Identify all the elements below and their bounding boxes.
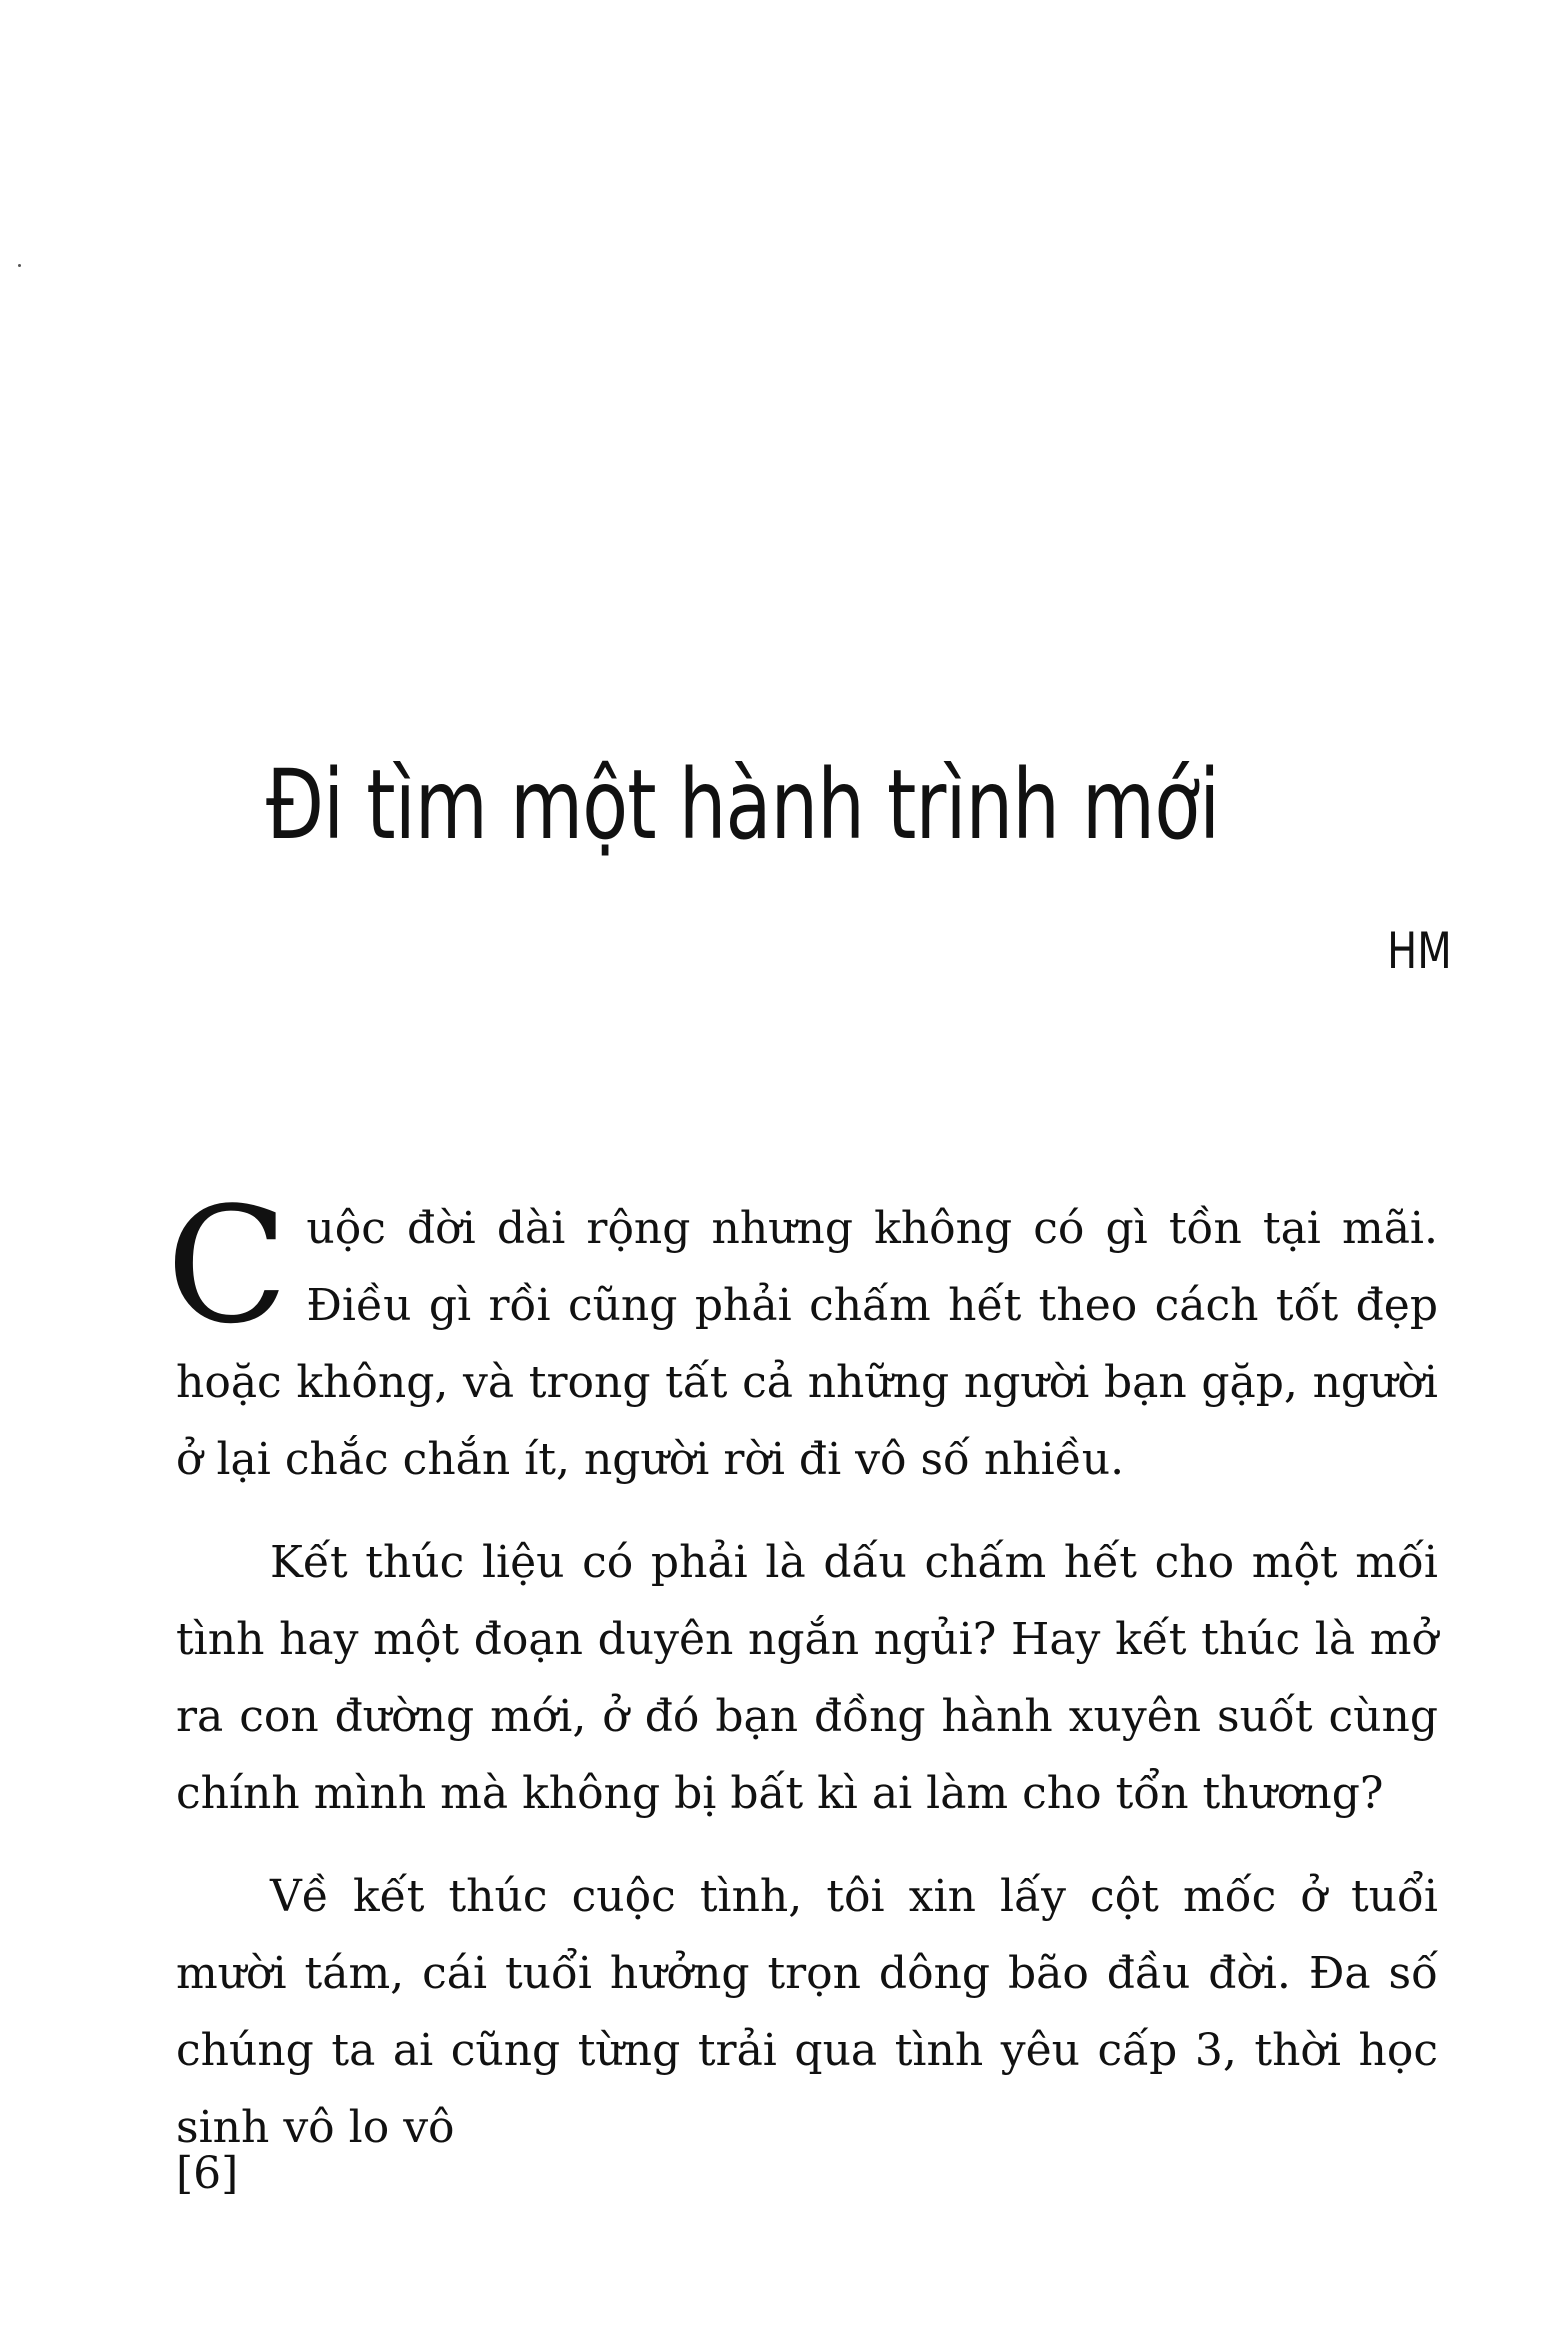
chapter-title: Đi tìm một hành trình mới <box>266 749 1220 862</box>
paragraph-1-text: uộc đời dài rộng nhưng không có gì tồn tại mãi. Điều gì rồi cũng phải chấm hết theo cách tốt đẹp hoặc không, và trong tất cả những người bạn gặp, người ở lại chắc chắn ít, người rời đi vô số nhiều. <box>176 1203 1438 1485</box>
paragraph-2: Kết thúc liệu có phải là dấu chấm hết cho một mối tình hay một đoạn duyên ngắn ngủi? Hay kết thúc là mở ra con đường mới, ở đó bạn đồng hành xuyên suốt cùng chính mình mà không bị bất kì ai làm cho tổn thương? <box>176 1537 1438 1819</box>
drop-cap: C <box>166 1172 289 1359</box>
page-number: [6] <box>176 2148 239 2199</box>
paragraph-1 <box>166 1172 1438 1498</box>
paper-speck <box>18 264 21 267</box>
chapter-author: HM <box>1387 922 1452 980</box>
paragraph-3: Về kết thúc cuộc tình, tôi xin lấy cột mốc ở tuổi mười tám, cái tuổi hưởng trọn dông bão đầu đời. Đa số chúng ta ai cũng từng trải qua tình yêu cấp 3, thời học sinh vô lo vô <box>176 1871 1438 2153</box>
chapter-body <box>166 1172 1438 2192</box>
